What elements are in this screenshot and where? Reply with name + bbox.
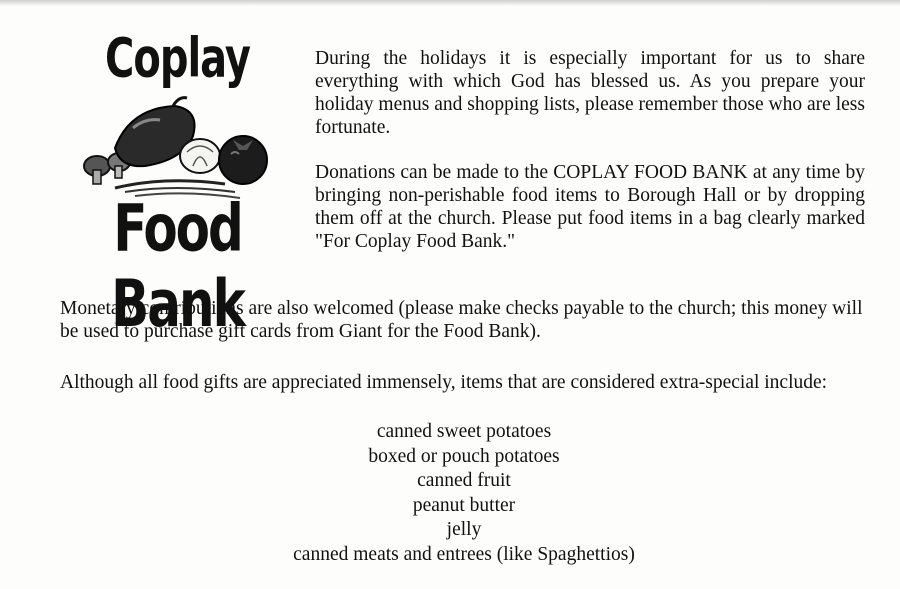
scan-edge (0, 0, 900, 6)
list-item: peanut butter (412, 494, 516, 516)
list-item: canned meats and entrees (like Spaghettios) (293, 543, 635, 565)
list-item: jelly (446, 519, 482, 540)
extra-special-intro-paragraph: Although all food gifts are appreciated immensely, items that are considered extra-special include: (60, 372, 828, 393)
logo-title-coplay: Coplay (104, 27, 250, 91)
logo-title-food-bank: Food Bank (111, 190, 244, 342)
list-item: boxed or pouch potatoes (368, 445, 560, 467)
coplay-food-bank-logo (55, 27, 300, 342)
intro-section (315, 47, 865, 253)
extra-special-items-list (60, 420, 868, 567)
list-item: canned fruit (417, 470, 511, 491)
holiday-message-paragraph: During the holidays it is especially important for us to share everything with which God has blessed us. As you prepare your holiday menus and shopping lists, please remember those who are less fortunate. (315, 48, 865, 138)
list-item: canned sweet potatoes (376, 421, 552, 442)
donation-instructions-paragraph: Donations can be made to the COPLAY FOOD BANK at any time by bringing non-perishable food items to Borough Hall or by dropping them off at the church. Please put food items in a bag clearly marked "For Coplay Food Bank." (315, 162, 865, 252)
monetary-contributions-paragraph: Monetary contributions are also welcomed (please make checks payable to the church; this money will be used to purchase gift cards from Giant for the Food Bank). (60, 298, 863, 342)
